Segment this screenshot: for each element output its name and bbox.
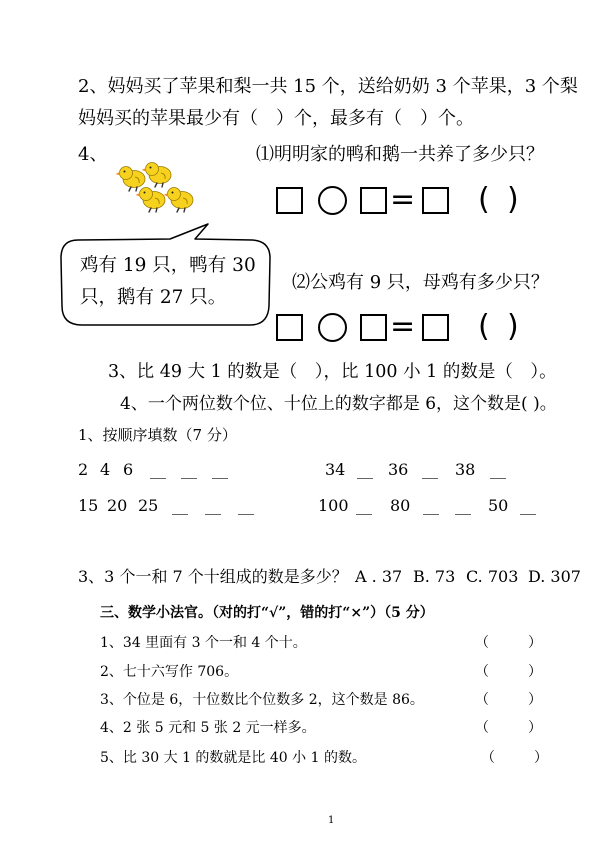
sequence-blank: __ bbox=[455, 496, 471, 515]
choice-option-b: B. 73 bbox=[413, 567, 456, 586]
question-2-line-1: 2、妈妈买了苹果和梨一共 15 个，送给奶奶 3 个苹果，3 个梨 bbox=[78, 76, 578, 97]
question-4-part-2: ⑵公鸡有 9 只，母鸡有多少只？ bbox=[292, 272, 549, 293]
sequence-blank: __ bbox=[356, 496, 372, 515]
judge-answer-paren-open: （ bbox=[475, 692, 489, 708]
chick-head bbox=[146, 163, 159, 176]
chick-eye bbox=[124, 171, 126, 173]
judge-item: 4、2 张 5 元和 5 张 2 元一样多。 bbox=[100, 720, 316, 736]
sequence-item: 2 bbox=[78, 460, 89, 479]
question-4-number: 4、 bbox=[78, 144, 108, 165]
answer-box bbox=[276, 314, 303, 341]
bubble-text-line-1: 鸡有 19 只，鸭有 30 bbox=[80, 255, 256, 276]
chick-icon bbox=[142, 163, 172, 188]
unit-paren-open: ( bbox=[478, 309, 490, 344]
bubble-text-line-2: 只，鹅有 27 只。 bbox=[80, 287, 227, 308]
sequence-blank: __ bbox=[150, 460, 166, 479]
sequence-blank: __ bbox=[520, 496, 536, 515]
judge-item: 1、34 里面有 3 个一和 4 个十。 bbox=[100, 635, 307, 651]
choice-option-d: D. 307 bbox=[528, 567, 581, 586]
judge-answer-paren-close: ） bbox=[528, 664, 542, 680]
operator-circle bbox=[318, 186, 347, 215]
judge-answer-paren-close: ） bbox=[528, 720, 542, 736]
choice-option-a: A . 37 bbox=[355, 567, 403, 586]
unit-paren-close: ) bbox=[507, 309, 519, 344]
judge-item: 2、七十六写作 706。 bbox=[100, 664, 239, 680]
judge-answer-paren-open: （ bbox=[475, 720, 489, 736]
chick-eye bbox=[150, 167, 152, 169]
chick-head bbox=[120, 167, 133, 180]
sequence-item: 25 bbox=[138, 496, 159, 515]
judge-answer-paren-open: （ bbox=[475, 635, 489, 651]
question-3: 3、比 49 大 1 的数是（ ），比 100 小 1 的数是（ ）。 bbox=[108, 362, 557, 382]
sequence-item: 100 bbox=[318, 496, 349, 515]
equation-row-2 bbox=[0, 309, 600, 347]
judge-answer-paren-close: ） bbox=[528, 635, 542, 651]
fill-sequence-title: 1、按顺序填数（7 分） bbox=[78, 426, 237, 444]
question-4-part-1: ⑴明明家的鸭和鹅一共养了多少只？ bbox=[256, 144, 544, 165]
sequence-item: 6 bbox=[123, 460, 134, 479]
question-4-two-digit: 4、一个两位数个位、十位上的数字都是 6，这个数是( )。 bbox=[120, 394, 557, 414]
sequence-blank: __ bbox=[205, 496, 221, 515]
equals-sign: = bbox=[390, 309, 416, 344]
sequence-item: 50 bbox=[488, 496, 509, 515]
unit-paren-close: ) bbox=[507, 182, 519, 217]
judge-answer-paren-close: ） bbox=[528, 692, 542, 708]
equation-row-1 bbox=[0, 182, 600, 220]
judge-answer-paren-close: ） bbox=[534, 750, 548, 766]
choice-question: 3、3 个一和 7 个十组成的数是多少？ bbox=[78, 567, 348, 586]
judge-item: 3、个位是 6，十位数比个位数多 2，这个数是 86。 bbox=[100, 692, 424, 708]
page-number: 1 bbox=[328, 815, 335, 826]
sequence-blank: __ bbox=[181, 460, 197, 479]
section-title-judge: 三、数学小法官。（对的打“√”，错的打“×”）（5 分） bbox=[100, 605, 434, 621]
chick-beak bbox=[142, 168, 147, 171]
sequence-blank: __ bbox=[238, 496, 254, 515]
sequence-item: 80 bbox=[390, 496, 411, 515]
answer-box bbox=[360, 314, 387, 341]
judge-answer-paren-open: （ bbox=[475, 664, 489, 680]
sequence-item: 34 bbox=[325, 460, 346, 479]
question-2-line-2: 妈妈买的苹果最少有（ ）个，最多有（ ）个。 bbox=[78, 108, 474, 129]
answer-box bbox=[422, 314, 449, 341]
chick-beak bbox=[116, 172, 121, 175]
unit-paren-open: ( bbox=[478, 182, 490, 217]
judge-item: 5、比 30 大 1 的数就是比 40 小 1 的数。 bbox=[100, 750, 366, 766]
answer-box bbox=[276, 187, 303, 214]
sequence-item: 15 bbox=[78, 496, 99, 515]
operator-circle bbox=[318, 313, 347, 342]
choice-option-c: C. 703 bbox=[466, 567, 519, 586]
equals-sign: = bbox=[390, 182, 416, 217]
judge-answer-paren-open: （ bbox=[481, 750, 495, 766]
sequence-blank: __ bbox=[357, 460, 373, 479]
sequence-blank: __ bbox=[423, 496, 439, 515]
sequence-item: 36 bbox=[388, 460, 409, 479]
answer-box bbox=[422, 187, 449, 214]
sequence-blank: __ bbox=[172, 496, 188, 515]
sequence-item: 4 bbox=[100, 460, 111, 479]
sequence-blank: __ bbox=[490, 460, 506, 479]
sequence-blank: __ bbox=[422, 460, 438, 479]
sequence-item: 20 bbox=[107, 496, 128, 515]
answer-box bbox=[360, 187, 387, 214]
sequence-blank: __ bbox=[212, 460, 228, 479]
sequence-item: 38 bbox=[455, 460, 476, 479]
